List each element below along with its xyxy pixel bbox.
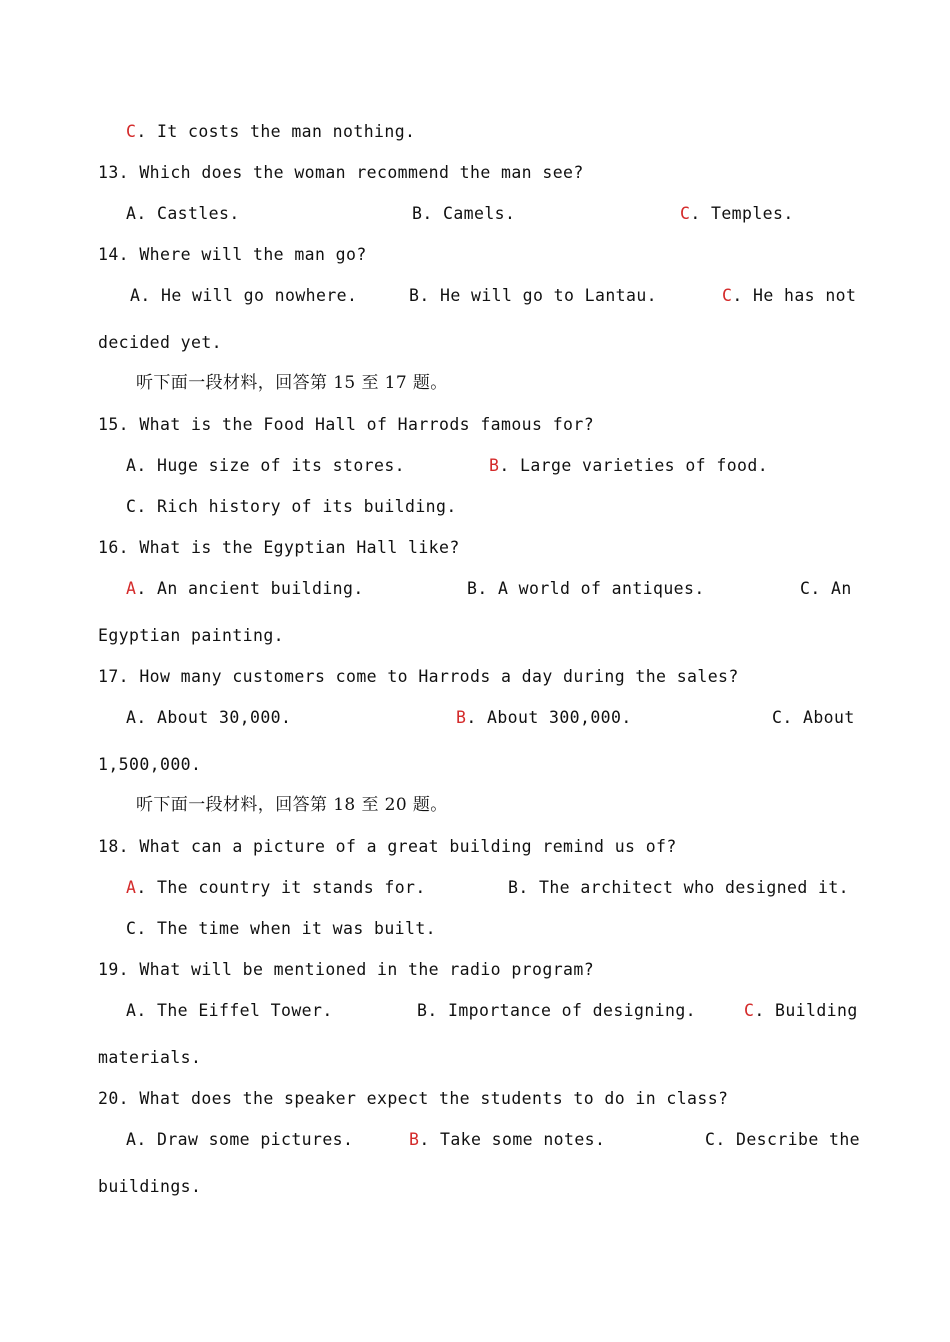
answer-key: B [489,456,500,475]
question-15: 15. What is the Food Hall of Harrods famous for? [98,415,595,434]
section-instruction-18-20: 听下面一段材料，回答第 18 至 20 题。 [136,795,448,815]
q17-option-c-continued: 1,500,000. [98,755,202,774]
answer-key: C [680,204,691,223]
question-20: 20. What does the speaker expect the students to do in class? [98,1089,729,1108]
q19-option-c-continued: materials. [98,1048,202,1067]
question-19: 19. What will be mentioned in the radio program? [98,960,595,979]
q16-option-c-continued: Egyptian painting. [98,626,285,645]
answer-key: B [409,1130,420,1149]
question-14: 14. Where will the man go? [98,245,367,264]
answer-key: C [126,122,137,141]
answer-key: C [722,286,733,305]
question-16: 16. What is the Egyptian Hall like? [98,538,460,557]
q13-option-b: B. Camels. [412,204,516,223]
q13-option-a: A. Castles. [126,204,240,223]
q19-option-a: A. The Eiffel Tower. [126,1001,333,1020]
q16-option-c: C. An [800,579,852,598]
question-17: 17. How many customers come to Harrods a day during the sales? [98,667,739,686]
q20-option-b: B. Take some notes. [409,1130,606,1149]
q15-option-c: C. Rich history of its building. [126,497,457,516]
answer-key: A [126,878,137,897]
q13-option-c: C. Temples. [680,204,794,223]
q19-option-c: C. Building [744,1001,858,1020]
q17-option-b: B. About 300,000. [456,708,632,727]
q14-option-b: B. He will go to Lantau. [409,286,658,305]
q15-option-a: A. Huge size of its stores. [126,456,406,475]
question-13: 13. Which does the woman recommend the man see? [98,163,584,182]
q16-option-a: A. An ancient building. [126,579,364,598]
q18-option-c: C. The time when it was built. [126,919,437,938]
answer-key: C [744,1001,755,1020]
section-instruction-15-17: 听下面一段材料，回答第 15 至 17 题。 [136,373,448,393]
q20-option-c-continued: buildings. [98,1177,202,1196]
q17-option-a: A. About 30,000. [126,708,292,727]
answer-key: A [126,579,137,598]
q17-option-c: C. About [772,708,855,727]
q20-option-a: A. Draw some pictures. [126,1130,354,1149]
q12-option-c: C. It costs the man nothing. [126,122,416,141]
q15-option-b: B. Large varieties of food. [489,456,769,475]
q18-option-a: A. The country it stands for. [126,878,426,897]
question-18: 18. What can a picture of a great building remind us of? [98,837,677,856]
q16-option-b: B. A world of antiques. [467,579,705,598]
q20-option-c: C. Describe the [705,1130,861,1149]
answer-key: B [456,708,467,727]
q18-option-b: B. The architect who designed it. [508,878,850,897]
q14-option-c: C. He has not [722,286,857,305]
q14-option-a: A. He will go nowhere. [130,286,358,305]
q14-option-c-continued: decided yet. [98,333,223,352]
q19-option-b: B. Importance of designing. [417,1001,697,1020]
